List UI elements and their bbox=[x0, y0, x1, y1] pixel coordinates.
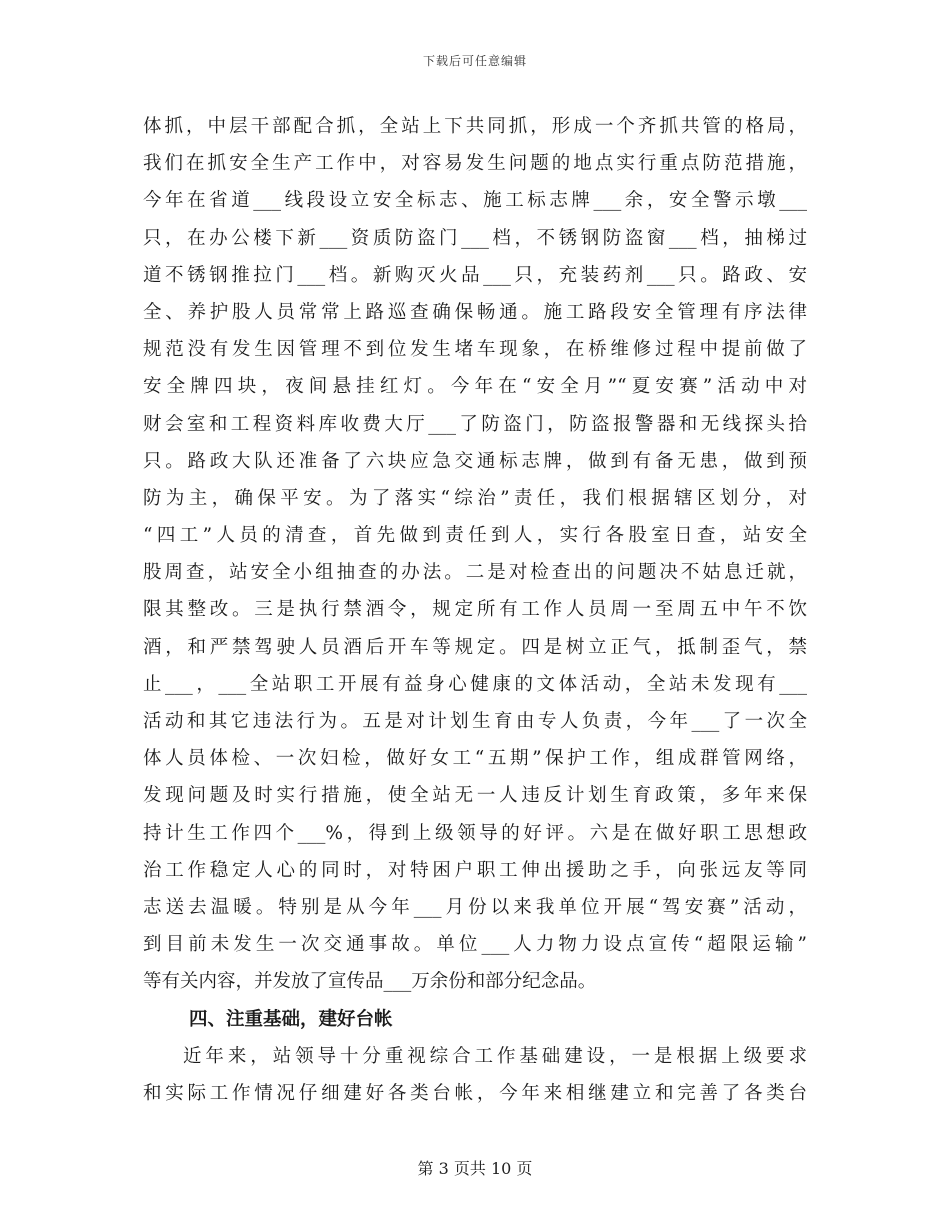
body-line: 只，在办公楼下新___资质防盗门___档，不锈钢防盗窗___档，抽梯过 bbox=[143, 227, 807, 249]
page-header: 下载后可任意编辑 bbox=[422, 54, 527, 68]
body-line: 发现问题及时实行措施，使全站无一人违反计划生育政策，多年来保 bbox=[143, 785, 807, 807]
body-line: 体人员体检、一次妇检，做好女工“五期”保护工作，组成群管网络， bbox=[143, 748, 807, 770]
body-line: 治工作稳定人心的同时，对特困户职工伸出援助之手，向张远友等同 bbox=[143, 859, 807, 881]
body-line: 财会室和工程资料库收费大厅___了防盗门，防盗报警器和无线探头拾 bbox=[143, 413, 807, 435]
page-footer: 第 3 页共 10 页 bbox=[417, 1159, 533, 1178]
body-line: 我们在抓安全生产工作中，对容易发生问题的地点实行重点防范措施， bbox=[143, 153, 807, 175]
body-line: 限其整改。三是执行禁酒令，规定所有工作人员周一至周五中午不饮 bbox=[143, 599, 807, 621]
body-line: 全、养护股人员常常上路巡查确保畅通。施工路段安全管理有序法律 bbox=[143, 301, 807, 323]
body-line: 安全牌四块，夜间悬挂红灯。今年在“安全月”“夏安赛”活动中对 bbox=[143, 376, 807, 398]
body-line: 持计生工作四个___%，得到上级领导的好评。六是在做好职工思想政 bbox=[143, 822, 807, 844]
body-line: 酒，和严禁驾驶人员酒后开车等规定。四是树立正气，抵制歪气，禁 bbox=[143, 636, 807, 658]
body-line: 防为主，确保平安。为了落实“综治”责任，我们根据辖区划分，对 bbox=[143, 487, 807, 509]
body-line: 等有关内容，并发放了宣传品___万余份和部分纪念品。 bbox=[143, 971, 597, 993]
document-body bbox=[143, 108, 807, 1112]
body-line: 体抓，中层干部配合抓，全站上下共同抓，形成一个齐抓共管的格局， bbox=[143, 116, 807, 137]
body-line: 止___，___全站职工开展有益身心健康的文体活动，全站未发现有___ bbox=[143, 673, 807, 695]
body-line: “四工”人员的清查，首先做到责任到人，实行各股室日查，站安全 bbox=[143, 525, 807, 547]
body-line: 道不锈钢推拉门___档。新购灭火品___只，充装药剂___只。路政、安 bbox=[143, 264, 807, 286]
body-line: 股周查，站安全小组抽查的办法。二是对检查出的问题决不姑息迁就， bbox=[143, 562, 807, 584]
body-line: 和实际工作情况仔细建好各类台帐，今年来相继建立和完善了各类台 bbox=[143, 1082, 807, 1104]
body-line: 只。路政大队还准备了六块应急交通标志牌，做到有备无患，做到预 bbox=[143, 450, 807, 472]
body-line: 规范没有发生因管理不到位发生堵车现象，在桥维修过程中提前做了 bbox=[143, 339, 807, 361]
body-line: 近年来，站领导十分重视综合工作基础建设，一是根据上级要求 bbox=[183, 1045, 807, 1067]
body-line: 活动和其它违法行为。五是对计划生育由专人负责，今年___了一次全 bbox=[143, 711, 807, 732]
body-line: 到目前未发生一次交通事故。单位___人力物力设点宣传“超限运输” bbox=[143, 934, 807, 956]
body-line: 今年在省道___线段设立安全标志、施工标志牌___余，安全警示墩___ bbox=[143, 190, 807, 212]
body-line: 志送去温暖。特别是从今年___月份以来我单位开展“驾安赛”活动， bbox=[143, 896, 807, 918]
section-heading: 四、注重基础，建好台帐 bbox=[189, 1008, 393, 1030]
